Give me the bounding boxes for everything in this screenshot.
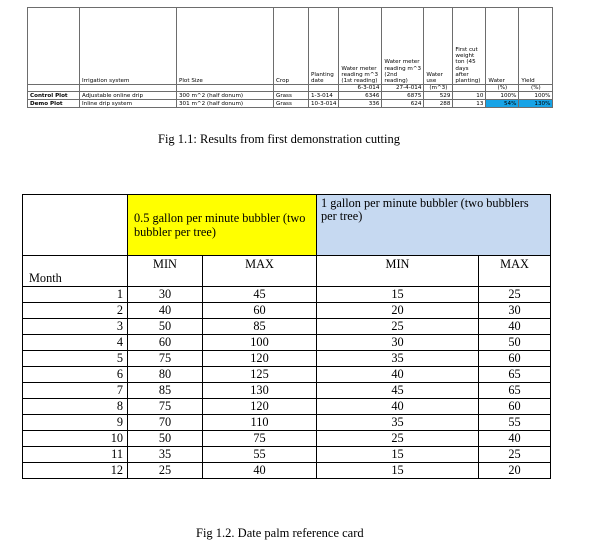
cell-wm1: 6346 [339,92,382,100]
cell-water: 100% [486,92,519,100]
header-plot-size: Plot Size [177,8,274,85]
month-cell: 3 [23,319,128,335]
cell-use: 529 [424,92,453,100]
demonstration-results-table [27,7,553,108]
max-cell: 75 [203,431,317,447]
max-cell: 60 [479,351,551,367]
max-cell: 40 [479,319,551,335]
unit-water-use: (m^3) [424,85,453,92]
min-cell: 25 [317,319,479,335]
cell-wm1: 336 [339,100,382,108]
max-cell: 85 [203,319,317,335]
max-cell: 65 [479,383,551,399]
table-row [28,92,553,100]
max-cell: 25 [479,447,551,463]
min-cell: 35 [317,415,479,431]
max-header: MAX [479,256,551,287]
max-cell: 40 [479,431,551,447]
max-cell: 130 [203,383,317,399]
min-cell: 35 [128,447,203,463]
month-cell: 10 [23,431,128,447]
cell-wm2: 6875 [382,92,424,100]
max-cell: 55 [479,415,551,431]
month-cell: 8 [23,399,128,415]
min-cell: 60 [128,335,203,351]
header-water-meter-1: Water meter reading m^3 (1st reading) [339,8,382,85]
month-cell: 6 [23,367,128,383]
header-first-cut: First cut weight ton (45 days after planting) [453,8,486,85]
min-header: MIN [317,256,479,287]
month-cell: 9 [23,415,128,431]
table-row [23,431,551,447]
min-cell: 30 [128,287,203,303]
max-cell: 60 [203,303,317,319]
min-cell: 40 [128,303,203,319]
month-cell: 5 [23,351,128,367]
month-cell: 7 [23,383,128,399]
header-water: Water [486,8,519,85]
cell-plot: 301 m^2 (half donum) [177,100,274,108]
header-irrigation: Irrigation system [80,8,177,85]
group-header-one-gallon: 1 gallon per minute bubbler (two bubblers per tree) [317,195,551,256]
max-cell: 25 [479,287,551,303]
min-cell: 75 [128,351,203,367]
max-cell: 40 [203,463,317,479]
min-cell: 40 [317,399,479,415]
table-row [23,367,551,383]
min-header: MIN [128,256,203,287]
group-header-row [23,195,551,256]
table1-units-row [28,85,553,92]
min-cell: 25 [128,463,203,479]
header-yield: Yield [519,8,553,85]
table-row [23,319,551,335]
max-cell: 100 [203,335,317,351]
month-cell: 11 [23,447,128,463]
min-cell: 20 [317,303,479,319]
group-header-half-gallon: 0.5 gallon per minute bubbler (two bubbler per tree) [128,195,317,256]
min-cell: 25 [317,431,479,447]
cell-crop: Grass [274,100,309,108]
min-cell: 85 [128,383,203,399]
max-cell: 120 [203,399,317,415]
min-cell: 75 [128,399,203,415]
month-cell: 1 [23,287,128,303]
cell-water-highlighted: 54% [486,100,519,108]
table-row [23,463,551,479]
min-cell: 40 [317,367,479,383]
unit-water: (%) [486,85,519,92]
cell-date: 10-3-014 [309,100,339,108]
table-row [23,335,551,351]
figure-caption-1: Fig 1.1: Results from first demonstration cutting [158,132,400,146]
row-label: Demo Plot [28,100,80,108]
cell-cut: 10 [453,92,486,100]
max-cell: 50 [479,335,551,351]
min-cell: 15 [317,447,479,463]
cell-cut: 13 [453,100,486,108]
min-cell: 15 [317,463,479,479]
header-water-use: Water use [424,8,453,85]
table2-body [23,287,551,479]
cell-date: 1-3-014 [309,92,339,100]
unit-wm1: 6-3-014 [339,85,382,92]
figure-caption-2: Fig 1.2. Date palm reference card [196,526,364,540]
min-max-header-row [23,256,551,287]
cell-irrigation: Inline drip system [80,100,177,108]
header-empty [28,8,80,85]
table-row [23,447,551,463]
max-header: MAX [203,256,317,287]
unit-wm2: 27-4-014 [382,85,424,92]
min-cell: 45 [317,383,479,399]
header-planting-date: Planting date [309,8,339,85]
cell-yield-highlighted: 130% [519,100,553,108]
month-cell: 2 [23,303,128,319]
cell-crop: Grass [274,92,309,100]
cell-plot: 300 m^2 (half donum) [177,92,274,100]
table-row [23,399,551,415]
min-cell: 30 [317,335,479,351]
min-cell: 80 [128,367,203,383]
header-water-meter-2: Water meter reading m^3 (2nd reading) [382,8,424,85]
table-row [23,351,551,367]
min-cell: 35 [317,351,479,367]
table-row [23,303,551,319]
header-crop: Crop [274,8,309,85]
table-row [23,287,551,303]
month-cell: 12 [23,463,128,479]
table-row [23,415,551,431]
table1-header-row [28,8,553,85]
cell-use: 288 [424,100,453,108]
max-cell: 55 [203,447,317,463]
min-cell: 50 [128,431,203,447]
max-cell: 20 [479,463,551,479]
cell-yield: 100% [519,92,553,100]
month-cell: 4 [23,335,128,351]
max-cell: 45 [203,287,317,303]
min-cell: 50 [128,319,203,335]
row-label: Control Plot [28,92,80,100]
unit-yield: (%) [519,85,553,92]
table-row [23,383,551,399]
min-cell: 70 [128,415,203,431]
cell-irrigation: Adjustable online drip [80,92,177,100]
month-header: Month [23,256,128,287]
max-cell: 60 [479,399,551,415]
min-cell: 15 [317,287,479,303]
max-cell: 110 [203,415,317,431]
cell-wm2: 624 [382,100,424,108]
date-palm-reference-table [22,194,551,479]
max-cell: 65 [479,367,551,383]
max-cell: 125 [203,367,317,383]
max-cell: 30 [479,303,551,319]
max-cell: 120 [203,351,317,367]
table-row [28,100,553,108]
